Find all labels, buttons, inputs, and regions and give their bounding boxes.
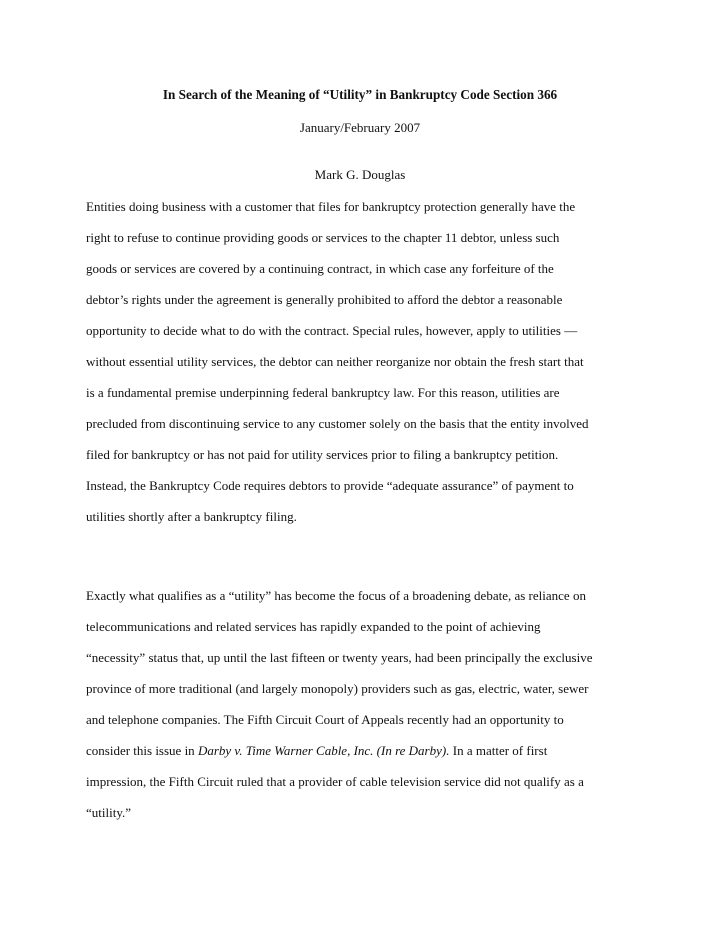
paragraph-line: utilities shortly after a bankruptcy filing. <box>86 509 297 524</box>
paragraph-line: Entities doing business with a customer that files for bankruptcy protection generally have the <box>86 199 576 214</box>
paragraph-line: Instead, the Bankruptcy Code requires debtors to provide “adequate assurance” of payment to <box>86 478 574 493</box>
paragraph-1 <box>86 191 646 532</box>
line-text: consider this issue in <box>86 743 198 758</box>
document-author: Mark G. Douglas <box>314 167 406 182</box>
paragraph-line: province of more traditional (and largely monopoly) providers such as gas, electric, water, sewer <box>86 681 589 696</box>
paragraph-line: “necessity” status that, up until the last fifteen or twenty years, had been principally the exclusive <box>86 650 593 665</box>
paragraph-line: telecommunications and related services has rapidly expanded to the point of achieving <box>86 619 541 634</box>
document-date: January/February 2007 <box>299 120 421 135</box>
paragraph-line: “utility.” <box>86 805 132 820</box>
paragraph-line: precluded from discontinuing service to any customer solely on the basis that the entity involved <box>86 416 589 431</box>
paragraph-line: opportunity to decide what to do with the contract. Special rules, however, apply to utilities — <box>86 323 578 338</box>
paragraph-line: and telephone companies. The Fifth Circuit Court of Appeals recently had an opportunity to <box>86 712 564 727</box>
paragraph-line: goods or services are covered by a continuing contract, in which case any forfeiture of the <box>86 261 554 276</box>
paragraph-line-with-case-citation <box>86 735 646 766</box>
paragraph-line: filed for bankruptcy or has not paid for utility services prior to filing a bankruptcy petition. <box>86 447 559 462</box>
paragraph-line: debtor’s rights under the agreement is generally prohibited to afford the debtor a reasonable <box>86 292 563 307</box>
paragraph-line: without essential utility services, the debtor can neither reorganize nor obtain the fresh start that <box>86 354 584 369</box>
case-citation: Darby v. Time Warner Cable, Inc. (In re Darby). <box>197 743 450 758</box>
paragraph-line: Exactly what qualifies as a “utility” has become the focus of a broadening debate, as reliance on <box>86 588 586 603</box>
paragraph-line: right to refuse to continue providing goods or services to the chapter 11 debtor, unless such <box>86 230 560 245</box>
paragraph-2 <box>86 580 646 828</box>
line-text: In a matter of first <box>449 743 548 758</box>
paragraph-line: impression, the Fifth Circuit ruled that a provider of cable television service did not qualify as a <box>86 774 584 789</box>
paragraph-line: is a fundamental premise underpinning federal bankruptcy law. For this reason, utilities are <box>86 385 560 400</box>
document-title: In Search of the Meaning of “Utility” in Bankruptcy Code Section 366 <box>162 87 558 102</box>
